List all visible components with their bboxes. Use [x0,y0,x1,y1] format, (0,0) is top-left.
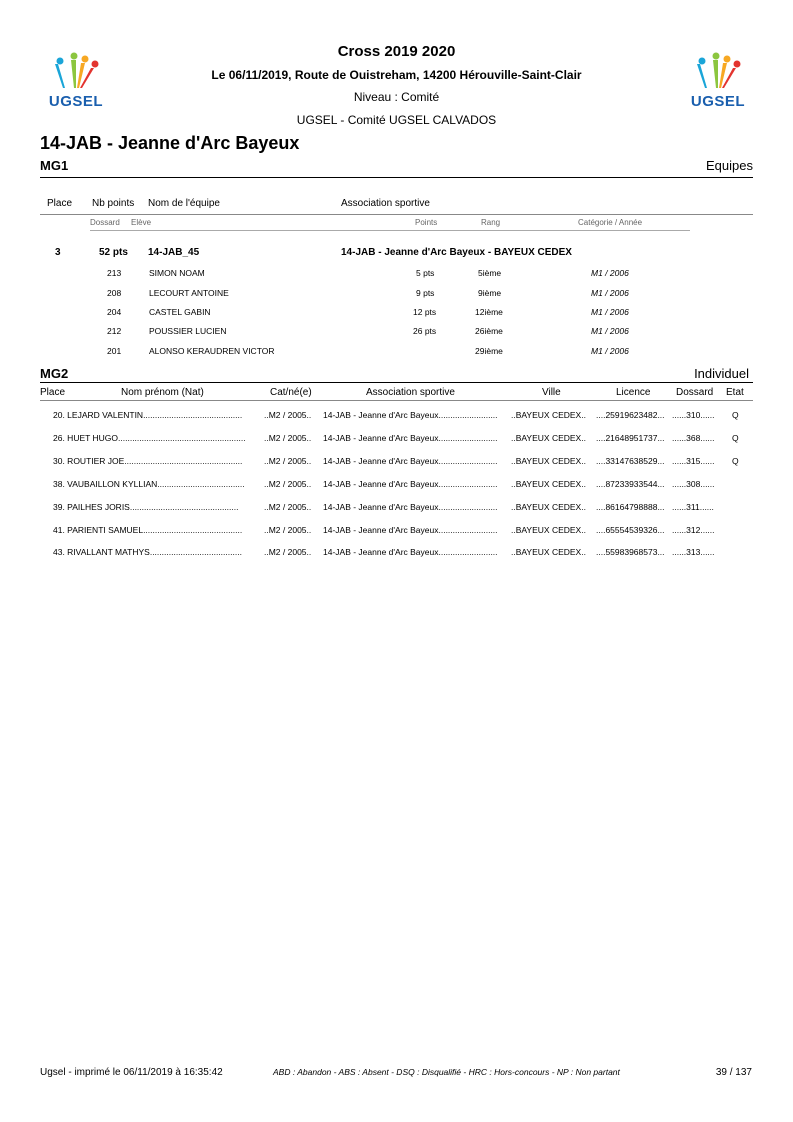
event-level: Niveau : Comité [353,90,440,104]
member-points: 5 pts [416,268,435,278]
divider [40,177,753,178]
table-row [0,410,793,424]
member-rang: 5ième [478,268,502,278]
result-ville: ..BAYEUX CEDEX.. [511,502,586,512]
result-dossard: ......313...... [672,547,715,557]
result-ville: ..BAYEUX CEDEX.. [511,456,586,466]
result-association: 14-JAB - Jeanne d'Arc Bayeux......................... [323,479,498,489]
col-header-etat: Etat [726,387,744,398]
team-points: 52 pts [99,247,128,258]
member-rang: 9ième [478,288,502,298]
member-category: M1 / 2006 [591,346,629,356]
member-rang: 12ième [475,307,503,317]
table-row [0,525,793,539]
result-dossard: ......310...... [672,410,715,420]
result-ville: ..BAYEUX CEDEX.. [511,433,586,443]
footer-legend: ABD : Abandon - ABS : Absent - DSQ : Disqualifié - HRC : Hors-concours - NP : Non partant [273,1067,620,1077]
result-category: ..M2 / 2005.. [264,479,312,489]
member-dossard: 204 [107,307,122,317]
result-etat: Q [732,456,739,466]
section-mg1-label: MG1 [40,158,69,173]
list-item [0,288,793,302]
result-etat: Q [732,433,739,443]
result-licence: ....25919623482... [596,410,665,420]
result-dossard: ......315...... [672,456,715,466]
member-points: 9 pts [416,288,435,298]
section-mg2-label: MG2 [40,366,69,381]
result-ville: ..BAYEUX CEDEX.. [511,525,586,535]
event-subtitle: Le 06/11/2019, Route de Ouistreham, 14200 Hérouville-Saint-Clair [211,68,582,82]
col-header-licence: Licence [616,387,651,398]
table-row [0,502,793,516]
list-item [0,268,793,282]
ugsel-logo-text: UGSEL [690,93,746,110]
col-header-place: Place [47,198,73,209]
team-place: 3 [55,247,61,258]
member-dossard: 201 [107,346,122,356]
result-etat: Q [732,410,739,420]
section-mg1-type: Equipes [706,158,753,173]
result-category: ..M2 / 2005.. [264,547,312,557]
result-name: 43. RIVALLANT MATHYS....................................... [53,547,242,557]
member-name: SIMON NOAM [149,268,205,278]
result-category: ..M2 / 2005.. [264,433,312,443]
ugsel-logo-text: UGSEL [48,93,104,110]
member-name: LECOURT ANTOINE [149,288,229,298]
result-ville: ..BAYEUX CEDEX.. [511,479,586,489]
result-ville: ..BAYEUX CEDEX.. [511,547,586,557]
subheader-eleve: Elève [131,218,152,227]
col-header-ville: Ville [542,387,561,398]
col-header-association: Association sportive [341,198,430,209]
result-name: 41. PARIENTI SAMUEL.......................................... [53,525,243,535]
result-category: ..M2 / 2005.. [264,410,312,420]
member-category: M1 / 2006 [591,326,629,336]
table-row [0,479,793,493]
team-name: 14-JAB_45 [148,247,200,258]
member-dossard: 213 [107,268,122,278]
subheader-categorie: Catégorie / Année [578,218,643,227]
member-rang: 26ième [475,326,503,336]
col-header-points: Nb points [92,198,135,209]
col-header-team: Nom de l'équipe [148,198,220,209]
list-item [0,346,793,360]
footer-printed: Ugsel - imprimé le 06/11/2019 à 16:35:42 [40,1067,223,1078]
table-row [0,547,793,561]
divider [90,230,690,231]
result-dossard: ......368...... [672,433,715,443]
member-dossard: 212 [107,326,122,336]
list-item [0,307,793,321]
result-ville: ..BAYEUX CEDEX.. [511,410,586,420]
team-association: 14-JAB - Jeanne d'Arc Bayeux - BAYEUX CEDEX [341,247,572,258]
result-association: 14-JAB - Jeanne d'Arc Bayeux......................... [323,502,498,512]
member-dossard: 208 [107,288,122,298]
result-dossard: ......312...... [672,525,715,535]
result-licence: ....21648951737... [596,433,665,443]
col-header-name: Nom prénom (Nat) [121,387,204,398]
member-rang: 29ième [475,346,503,356]
col-header-association: Association sportive [366,387,455,398]
member-name: POUSSIER LUCIEN [149,326,227,336]
section-mg2-type: Individuel [694,366,749,381]
member-category: M1 / 2006 [591,288,629,298]
member-category: M1 / 2006 [591,268,629,278]
result-licence: ....55983968573... [596,547,665,557]
result-association: 14-JAB - Jeanne d'Arc Bayeux......................... [323,525,498,535]
subheader-dossard: Dossard [90,218,120,227]
result-dossard: ......311...... [672,502,714,512]
member-points: 12 pts [413,307,437,317]
result-category: ..M2 / 2005.. [264,456,312,466]
result-licence: ....65554539326... [596,525,665,535]
result-name: 26. HUET HUGO...................................................... [53,433,246,443]
result-licence: ....33147638529... [596,456,665,466]
result-name: 20. LEJARD VALENTIN.......................................... [53,410,243,420]
col-header-dossard: Dossard [676,387,714,398]
result-name: 38. VAUBAILLON KYLLIAN..................................... [53,479,245,489]
result-name: 30. ROUTIER JOE.................................................. [53,456,243,466]
result-name: 39. PAILHES JORIS.............................................. [53,502,239,512]
member-category: M1 / 2006 [591,307,629,317]
event-committee: UGSEL - Comité UGSEL CALVADOS [296,113,497,127]
member-name: ALONSO KERAUDREN VICTOR [149,346,275,356]
divider [40,400,753,401]
club-title: 14-JAB - Jeanne d'Arc Bayeux [40,133,300,153]
result-category: ..M2 / 2005.. [264,502,312,512]
result-licence: ....87233933544... [596,479,665,489]
result-category: ..M2 / 2005.. [264,525,312,535]
event-title: Cross 2019 2020 [337,43,456,60]
subheader-rang: Rang [481,218,501,227]
result-dossard: ......308...... [672,479,715,489]
table-row [0,433,793,447]
col-header-place: Place [40,387,66,398]
result-licence: ....86164798888... [596,502,665,512]
member-points: 26 pts [413,326,437,336]
divider [40,214,753,215]
page-number: 39 / 137 [715,1067,752,1078]
result-association: 14-JAB - Jeanne d'Arc Bayeux......................... [323,410,498,420]
result-association: 14-JAB - Jeanne d'Arc Bayeux......................... [323,433,498,443]
table-row [0,456,793,470]
divider [40,382,753,383]
subheader-points: Points [415,218,438,227]
result-association: 14-JAB - Jeanne d'Arc Bayeux......................... [323,456,498,466]
member-name: CASTEL GABIN [149,307,211,317]
result-association: 14-JAB - Jeanne d'Arc Bayeux......................... [323,547,498,557]
col-header-category: Cat/né(e) [270,387,312,398]
list-item [0,326,793,340]
